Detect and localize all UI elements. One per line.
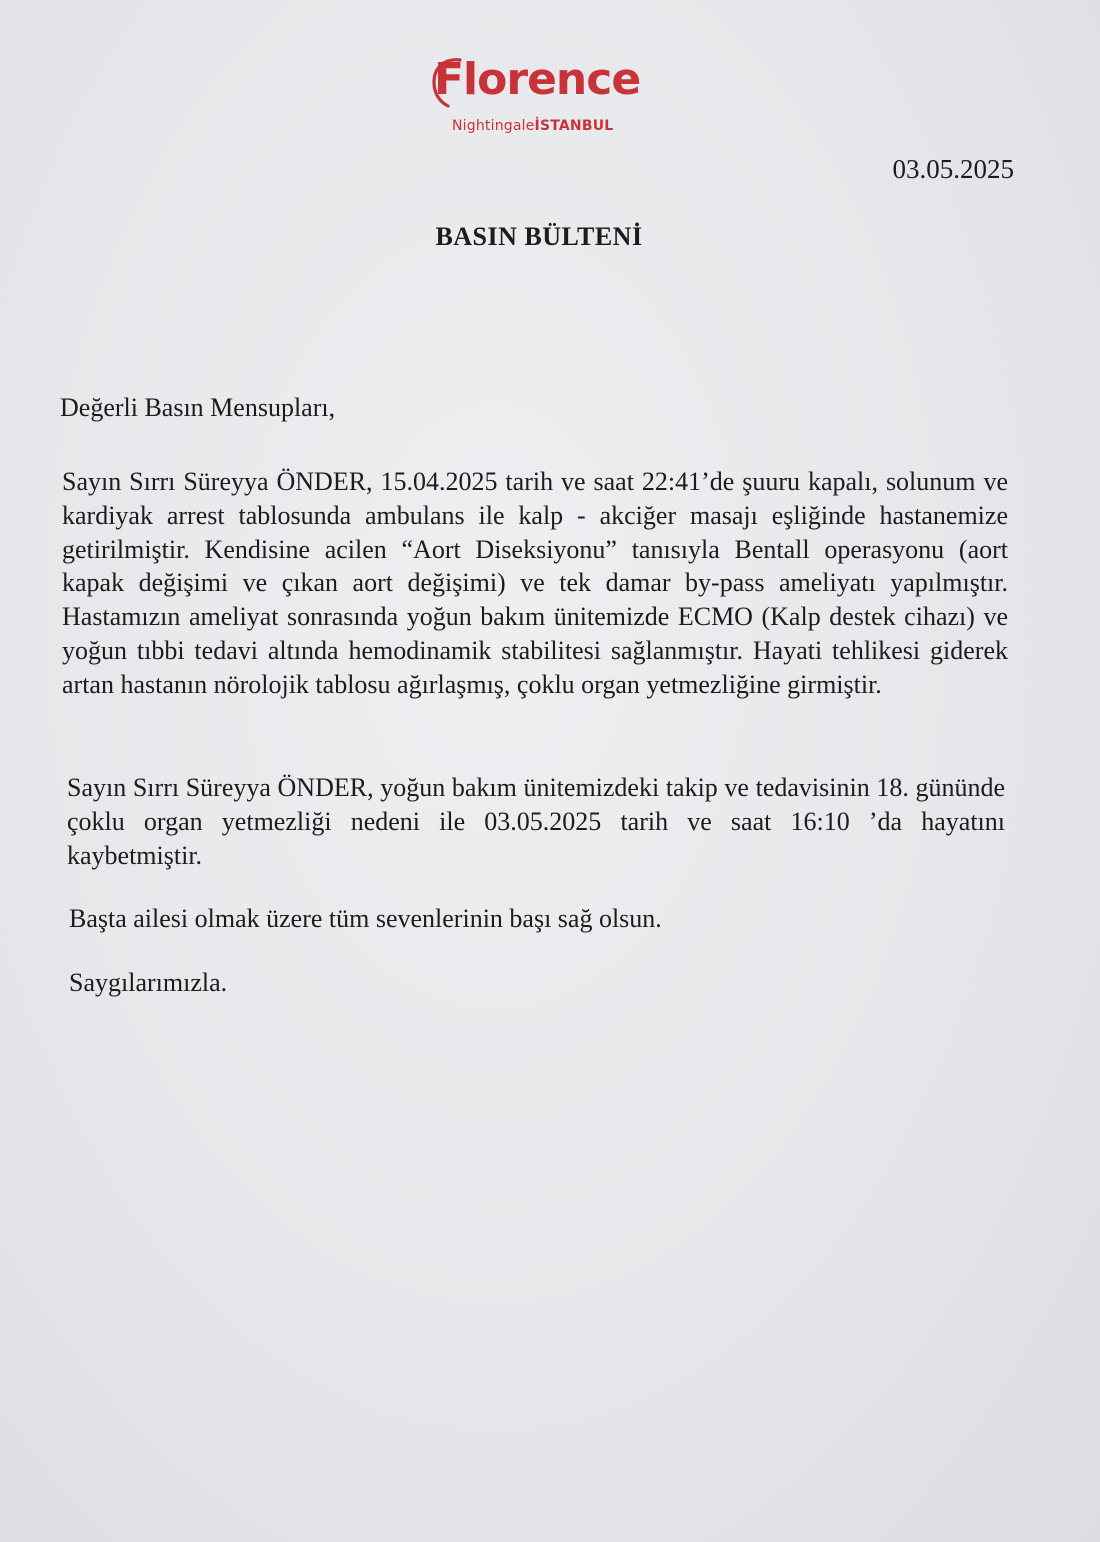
paragraph-1: Sayın Sırrı Süreyya ÖNDER, 15.04.2025 tarih ve saat 22:41’de şuuru kapalı, solunum ve kardiyak arrest tablosunda ambulans ile kalp - akciğer masajı eşliğinde hastanemize getirilmiştir. Kendisine acilen “Aort Diseksiyonu” tanısıyla Bentall operasyonu (aort kapak değişimi ve çıkan aort değişimi) ve tek damar by-pass ameliyatı yapılmıştır. Hastamızın ameliyat sonrasında yoğun bakım ünitemizde ECMO (Kalp destek cihazı) ve yoğun tıbbi tedavi altında hemodinamik stabilitesi sağlanmıştır. Hayati tehlikesi giderek artan hastanın nörolojik tablosu ağırlaşmış, çoklu organ yetmezliğine girmiştir. [62, 467, 1008, 699]
logo-wordmark: Florence [434, 54, 641, 105]
document-title: BASIN BÜLTENİ [435, 222, 643, 251]
paragraph-2: Sayın Sırrı Süreyya ÖNDER, yoğun bakım ünitemizdeki takip ve tedavisinin 18. gününde çoklu organ yetmezliği nedeni ile 03.05.2025 tarih ve saat 16:10 ’da hayatını kaybetmiştir. [67, 773, 1005, 870]
paragraph-3: Başta ailesi olmak üzere tüm sevenlerinin başı sağ olsun. [69, 904, 662, 933]
logo-subtitle-strong: İSTANBUL [534, 118, 614, 134]
florence-logo [430, 54, 660, 138]
closing: Saygılarımızla. [69, 968, 228, 997]
logo-subtitle-light: Nightingale [452, 118, 535, 134]
salutation: Değerli Basın Mensupları, [60, 393, 336, 422]
logo-subtitle [452, 118, 613, 134]
document-date: 03.05.2025 [892, 154, 1014, 184]
